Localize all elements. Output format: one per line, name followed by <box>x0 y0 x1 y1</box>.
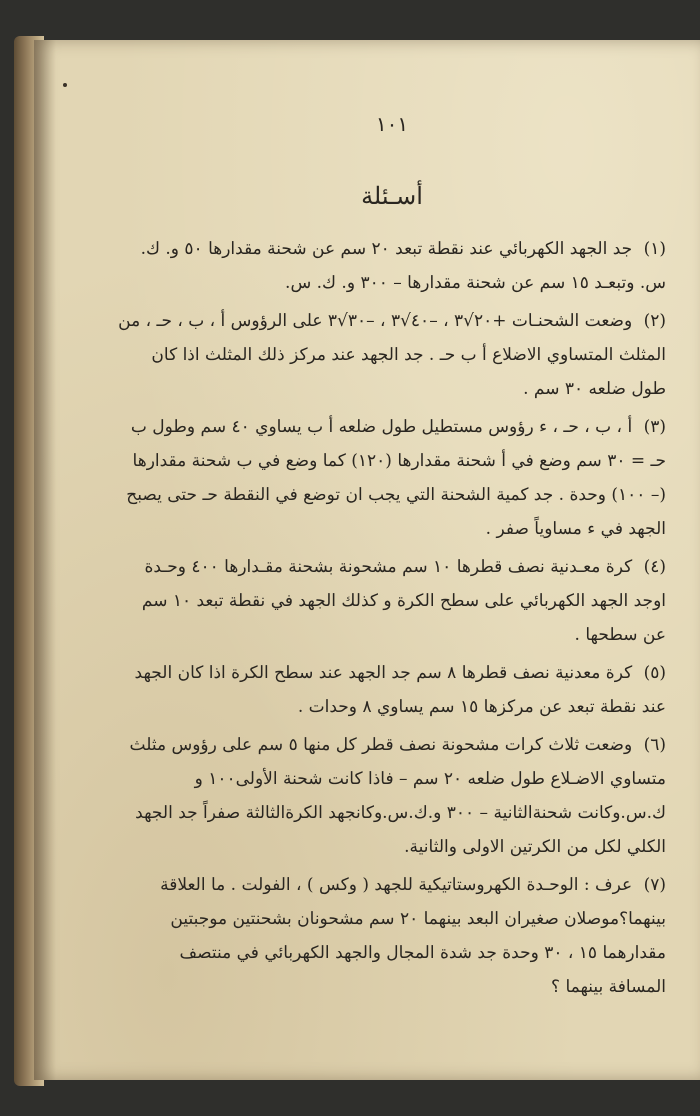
question-item <box>118 868 666 1004</box>
question-item <box>118 304 666 406</box>
binding-shadow <box>34 40 56 1080</box>
question-number: (٦) <box>643 735 666 755</box>
question-item <box>118 656 666 724</box>
question-text: وضعت الشحنـات +٢٠√٣ ، –٤٠√٣ ، –٣٠√٣ على الرؤوس أ ، ب ، حـ ، من المثلث المتساوي الاضلاع أ ب حـ . جد الجهد عند مركز ذلك المثلث اذا كان طول ضلعه ٣٠ سم . <box>118 311 666 399</box>
question-text: أ ، ب ، حـ ، ء رؤوس مستطيل طول ضلعه أ ب يساوي ٤٠ سم وطول ب حـ = ٣٠ سم وضع في أ شحنة مقدارها (١٢٠) كما وضع في ب شحنة مقدارها (– ١٠٠) وحدة . جد كمية الشحنة التي يجب ان توضع في النقطة حـ حتى يصبح الجهد في ء مساوياً صفر . <box>126 417 666 539</box>
section-title: أسـئلة <box>361 182 423 210</box>
page-number: ١٠١ <box>375 112 409 136</box>
question-text: عرف : الوحـدة الكهروستاتيكية للجهد ( وكس ) ، الفولت . ما العلاقة بينهما؟موصلان صغيران البعد بينهما ٢٠ سم مشحونان بشحنتين موجبتين مقدارهما ١٥ ، ٣٠ وحدة جد شدة المجال والجهد الكهربائي في منتصف المسافة بينهما ؟ <box>160 875 666 997</box>
question-text: جد الجهد الكهربائي عند نقطة تبعد ٢٠ سم عن شحنة مقدارها ٥٠ و. ك. س. وتبعـد ١٥ سم عن شحنة مقدارها – ٣٠٠ و. ك. س. <box>140 239 666 293</box>
question-number: (٤) <box>643 557 666 577</box>
question-number: (١) <box>643 239 666 259</box>
page-content <box>118 112 666 1008</box>
question-item <box>118 232 666 300</box>
question-text: وضعت ثلاث كرات مشحونة نصف قطر كل منها ٥ سم على رؤوس مثلث متساوي الاضـلاع طول ضلعه ٢٠ سم – فاذا كانت شحنة الأولى١٠٠ و ك.س.وكانت شحنةالثانية – ٣٠٠ و.ك.س.وكانجهد الكرةالثالثة صفراً جد الجهد الكلي لكل من الكرتين الاولى والثانية. <box>129 735 666 857</box>
question-number: (٣) <box>643 417 666 437</box>
question-item <box>118 550 666 652</box>
question-text: كرة معدنية نصف قطرها ٨ سم جد الجهد عند سطح الكرة اذا كان الجهد عند نقطة تبعد عن مركزها ١٥ سم يساوي ٨ وحدات . <box>134 663 666 717</box>
question-number: (٥) <box>643 663 666 683</box>
question-number: (٧) <box>643 875 666 895</box>
ink-dot <box>63 83 67 87</box>
question-item <box>118 410 666 546</box>
question-text: كرة معـدنية نصف قطرها ١٠ سم مشحونة بشحنة مقـدارها ٤٠٠ وحـدة اوجد الجهد الكهربائي على سطح الكرة و كذلك الجهد في نقطة تبعد ١٠ سم عن سطحها . <box>141 557 666 645</box>
question-item <box>118 728 666 864</box>
question-number: (٢) <box>643 311 666 331</box>
